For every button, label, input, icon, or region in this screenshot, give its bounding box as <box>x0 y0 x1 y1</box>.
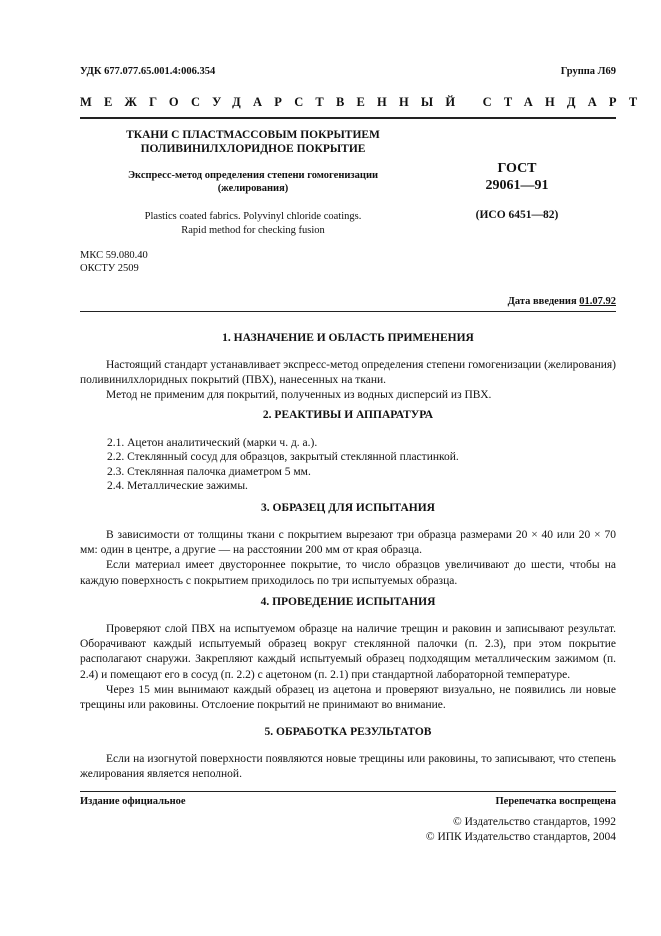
effective-date <box>508 296 616 307</box>
udk-code: УДК 677.077.65.001.4:006.354 <box>80 66 216 77</box>
section-5-heading: 5. ОБРАБОТКА РЕЗУЛЬТАТОВ <box>264 726 432 738</box>
list-item: 2.2. Стеклянный сосуд для образцов, закрытый стеклянной пластинкой. <box>107 451 459 464</box>
paragraph: В зависимости от толщины ткани с покрытием вырезают три образца размерами 20 × 40 или 20 × 70 мм: один в центре, а другие — на расстоянии 200 мм от края образца. <box>80 529 616 557</box>
subtitle-line-2: (желирования) <box>217 183 289 194</box>
paragraph: Проверяют слой ПВХ на испытуемом образце на наличие трещин и раковин и записывают результат. Оборачивают каждый испытуемый образец вокруг стеклянной палочки (п. 2.3), при этом покрытие располагают снаружи. Закрепляют каждый испытуемый образец подходящим металлическим зажимом (п. 2.4) и помещают его в сосуд (п. 2.2) с ацетоном (п. 2.1) при стандартной лабораторной температуре. <box>80 623 616 681</box>
section-4-body <box>80 622 616 713</box>
header-rule <box>80 117 616 119</box>
footer-rule <box>80 791 616 792</box>
title-line-1: ТКАНИ С ПЛАСТМАССОВЫМ ПОКРЫТИЕМ <box>126 129 380 141</box>
mks-code: МКС 59.080.40 <box>80 250 148 261</box>
list-item: 2.3. Стеклянная палочка диаметром 5 мм. <box>107 465 311 478</box>
official-edition-note: Издание официальное <box>80 796 186 807</box>
section-3-body <box>80 528 616 589</box>
classification-codes <box>80 249 148 275</box>
gost-designation <box>462 160 572 194</box>
copyright-block <box>426 815 616 845</box>
reprint-prohibited-note: Перепечатка воспрещена <box>495 796 616 807</box>
section-1-heading: 1. НАЗНАЧЕНИЕ И ОБЛАСТЬ ПРИМЕНЕНИЯ <box>222 332 474 344</box>
english-title-line-1: Plastics coated fabrics. Polyvinyl chloride coatings. <box>144 211 362 222</box>
gost-label: ГОСТ <box>497 161 537 176</box>
paragraph: Через 15 мин вынимают каждый образец из ацетона и проверяют визуально, не появились ли новые трещины или раковины. Отслоение покрытий не принимают во внимание. <box>80 683 616 712</box>
section-2-heading: 2. РЕАКТИВЫ И АППАРАТУРА <box>262 409 434 421</box>
gost-number: 29061—91 <box>485 178 549 193</box>
date-rule <box>80 311 616 312</box>
copyright-line: © Издательство стандартов, 1992 <box>452 816 616 828</box>
effective-date-value: 01.07.92 <box>579 296 616 307</box>
paragraph: Настоящий стандарт устанавливает экспресс-метод определения степени гомогенизации (желирования) поливинилхлоридных покрытий (ПВХ), нанесенных на ткани. <box>80 359 616 387</box>
group-code: Группа Л69 <box>560 66 616 77</box>
subtitle-line-1: Экспресс-метод определения степени гомогенизации <box>127 170 379 181</box>
document-subtitle <box>80 169 426 195</box>
paragraph: Если материал имеет двустороннее покрытие, то число образцов увеличивают до шести, чтобы на каждую поверхность с покрытием приходилось по три испытуемых образца. <box>80 559 616 587</box>
paragraph: Если на изогнутой поверхности появляются новые трещины или раковины, то записывают, что степень желирования является неполной. <box>80 753 616 781</box>
iso-reference: (ИСО 6451—82) <box>475 209 559 221</box>
standard-banner: МЕЖГОСУДАРСТВЕННЫЙ СТАНДАРТ <box>80 95 650 109</box>
section-3-heading: 3. ОБРАЗЕЦ ДЛЯ ИСПЫТАНИЯ <box>261 502 435 514</box>
list-item: 2.4. Металлические зажимы. <box>107 480 248 493</box>
effective-date-label: Дата введения <box>507 296 577 307</box>
paragraph: Метод не применим для покрытий, полученных из водных дисперсий из ПВХ. <box>106 389 492 402</box>
title-line-2: ПОЛИВИНИЛХЛОРИДНОЕ ПОКРЫТИЕ <box>140 143 366 155</box>
list-item: 2.1. Ацетон аналитический (марки ч. д. а.). <box>107 437 318 449</box>
english-title-line-2: Rapid method for checking fusion <box>181 225 325 236</box>
section-5-body <box>80 752 616 782</box>
section-4-heading: 4. ПРОВЕДЕНИЕ ИСПЫТАНИЯ <box>260 596 436 608</box>
okstu-code: ОКСТУ 2509 <box>80 263 139 274</box>
section-2-list <box>107 436 459 494</box>
section-1-body <box>80 358 616 404</box>
copyright-line: © ИПК Издательство стандартов, 2004 <box>425 831 616 843</box>
document-title <box>80 128 426 156</box>
english-title <box>80 210 426 238</box>
